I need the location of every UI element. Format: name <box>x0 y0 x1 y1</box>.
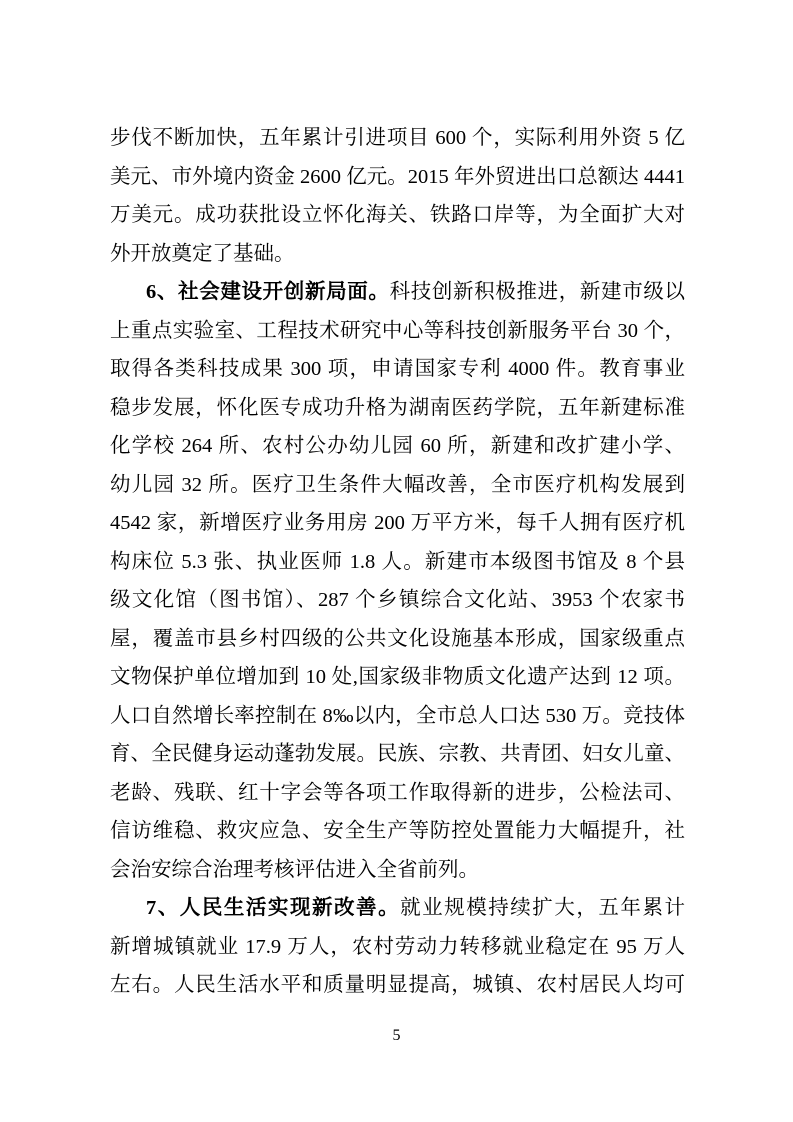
text-run: 会治安综合治理考核评估进入全省前列。 <box>110 858 479 881</box>
text-run: 万美元。成功获批设立怀化海关、铁路口岸等，为全面扩大对 <box>110 204 685 226</box>
paragraph-heading: 7、人民生活实现新改善。 <box>146 897 401 919</box>
text-line <box>110 543 685 582</box>
text-line <box>110 658 685 697</box>
document-body <box>110 119 685 1005</box>
text-run: 左右。人民生活水平和质量明显提高，城镇、农村居民人均可 <box>110 974 685 996</box>
text-run: 屋，覆盖市县乡村四级的公共文化设施基本形成，国家级重点 <box>110 627 685 650</box>
paragraph-item-7-peoples-livelihood <box>110 889 685 1005</box>
text-run: 幼儿园 32 所。医疗卫生条件大幅改善，全市医疗机构发展到 <box>110 473 685 496</box>
text-line <box>110 774 685 813</box>
text-run: 稳步发展，怀化医专成功升格为湖南医药学院，五年新建标准 <box>110 396 685 419</box>
text-line <box>110 273 685 312</box>
text-run: 构床位 5.3 张、执业医师 1.8 人。新建市本级图书馆及 8 个县 <box>110 550 685 573</box>
text-line <box>110 196 685 235</box>
text-line <box>110 504 685 543</box>
text-line <box>110 389 685 428</box>
paragraph-item-6-social-construction <box>110 273 685 889</box>
paragraph-opening-continuation <box>110 119 685 273</box>
text-line <box>110 735 685 774</box>
paragraph-heading: 6、社会建设开创新局面。 <box>146 281 390 303</box>
text-line <box>110 119 685 158</box>
page-number: 5 <box>392 1027 401 1044</box>
text-line <box>110 812 685 851</box>
text-line <box>110 851 685 890</box>
text-line <box>110 312 685 351</box>
text-line <box>110 235 685 274</box>
text-run: 4542 家，新增医疗业务用房 200 万平方米，每千人拥有医疗机 <box>110 512 685 534</box>
text-run: 步伐不断加快，五年累计引进项目 600 个，实际利用外资 5 亿 <box>110 127 685 149</box>
text-line <box>110 427 685 466</box>
text-run: 育、全民健身运动蓬勃发展。民族、宗教、共青团、妇女儿童、 <box>110 743 685 765</box>
text-run: 上重点实验室、工程技术研究中心等科技创新服务平台 30 个， <box>110 319 685 342</box>
text-line <box>110 928 685 967</box>
text-run: 化学校 264 所、农村公办幼儿园 60 所，新建和改扩建小学、 <box>110 435 685 457</box>
text-run: 美元、市外境内资金 2600 亿元。2015 年外贸进出口总额达 4441 <box>110 165 685 188</box>
text-run: 科技创新积极推进，新建市级以 <box>389 281 686 303</box>
text-run: 外开放奠定了基础。 <box>110 242 295 265</box>
text-run: 人口自然增长率控制在 8‰以内，全市总人口达 530 万。竞技体 <box>110 704 685 727</box>
text-run: 信访维稳、救灾应急、安全生产等防控处置能力大幅提升，社 <box>110 820 685 842</box>
text-line <box>110 581 685 620</box>
text-run: 级文化馆（图书馆）、287 个乡镇综合文化站、3953 个农家书 <box>110 589 685 611</box>
text-line <box>110 697 685 736</box>
text-run: 老龄、残联、红十字会等各项工作取得新的进步，公检法司、 <box>110 781 685 804</box>
text-run: 文物保护单位增加到 10 处,国家级非物质文化遗产达到 12 项。 <box>110 666 685 688</box>
text-line <box>110 966 685 1005</box>
text-line <box>110 158 685 197</box>
text-run: 新增城镇就业 17.9 万人，农村劳动力转移就业稳定在 95 万人 <box>110 935 685 958</box>
text-run: 就业规模持续扩大，五年累计 <box>400 897 685 919</box>
text-line <box>110 350 685 389</box>
text-line <box>110 889 685 928</box>
text-line <box>110 620 685 659</box>
text-line <box>110 466 685 505</box>
text-run: 取得各类科技成果 300 项，申请国家专利 4000 件。教育事业 <box>110 358 685 380</box>
